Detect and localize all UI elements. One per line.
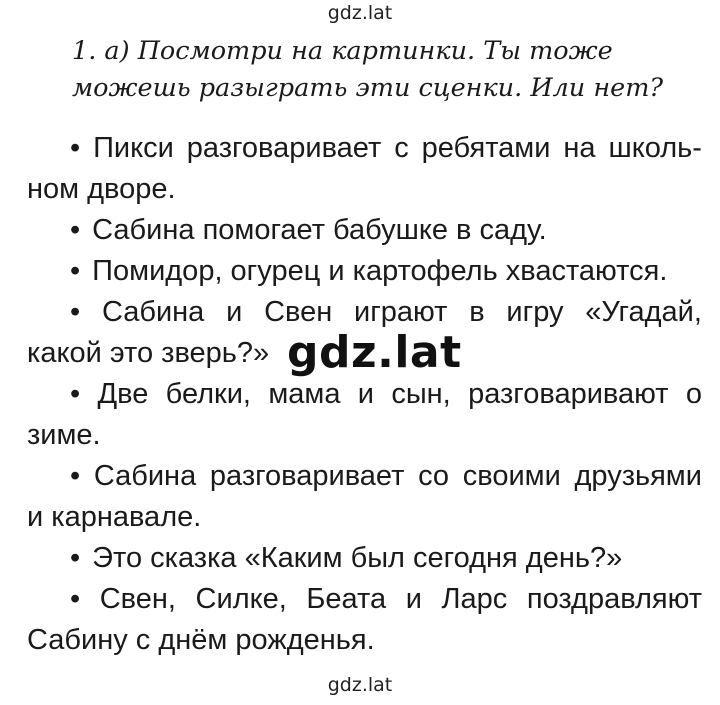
- list-item-text: Сабина помогает бабушке в саду.: [92, 214, 547, 246]
- word: Сабина: [101, 296, 205, 328]
- word: разговаривает: [209, 460, 405, 492]
- list-item-text: Помидор, огурец и картофель хвастаются.: [92, 255, 668, 287]
- bullet-icon: •: [70, 214, 81, 246]
- word: разговаривает: [186, 132, 382, 164]
- word: играют: [354, 296, 448, 328]
- watermark-bottom: gdz.lat: [327, 674, 393, 696]
- word: и: [226, 296, 243, 328]
- bullet-icon: •: [70, 132, 81, 164]
- list-item: [0, 456, 720, 538]
- list-item-line: [70, 374, 702, 415]
- list-item-text: зиме.: [27, 419, 101, 451]
- word: в: [469, 296, 485, 328]
- word: ребятами: [421, 132, 551, 164]
- word: со: [418, 460, 450, 492]
- list-item-line: [70, 456, 702, 497]
- list-item: [0, 374, 720, 456]
- word: и: [357, 378, 374, 410]
- list-item-continuation: [27, 169, 697, 210]
- watermark-top: gdz.lat: [327, 2, 393, 24]
- list-item: [0, 128, 720, 210]
- bullet-icon: •: [70, 583, 81, 615]
- scene-list: [0, 128, 720, 661]
- task-heading-line-1: 1. а) Посмотри на картинки. Ты тоже: [72, 36, 613, 66]
- task-heading-line-2: можешь разыграть эти сценки. Или нет?: [72, 73, 664, 103]
- bullet-icon: •: [70, 296, 81, 328]
- word: поздравляют: [526, 583, 702, 615]
- list-item-line: [70, 538, 702, 579]
- bullet-icon: •: [70, 378, 81, 410]
- word: игру: [506, 296, 564, 328]
- list-item: [0, 251, 720, 292]
- list-item: [0, 538, 720, 579]
- word: Две: [97, 378, 149, 410]
- word: на: [563, 132, 596, 164]
- word: сын,: [391, 378, 451, 410]
- word: школь-: [608, 132, 702, 164]
- list-item: [0, 579, 720, 661]
- list-item-text: и карнавале.: [27, 501, 202, 533]
- word: с: [394, 132, 409, 164]
- word: «Угадай,: [585, 296, 702, 328]
- list-item-text: какой это зверь?»: [27, 337, 270, 369]
- word: Силке,: [195, 583, 287, 615]
- word: мама: [268, 378, 341, 410]
- task-heading: [72, 33, 702, 107]
- word: и: [405, 583, 422, 615]
- bullet-icon: •: [70, 255, 81, 287]
- word: Беата: [306, 583, 387, 615]
- word: Свен,: [99, 583, 176, 615]
- list-item-line: [70, 579, 702, 620]
- list-item-continuation: [27, 620, 697, 661]
- word: разговаривают: [468, 378, 669, 410]
- word: Ларс: [441, 583, 508, 615]
- list-item-text: ном дворе.: [27, 173, 176, 205]
- word: Свен: [264, 296, 333, 328]
- bullet-icon: •: [70, 460, 81, 492]
- word: белки,: [165, 378, 251, 410]
- list-item-text: Сабину с днём рожденья.: [27, 624, 375, 656]
- word: своими: [462, 460, 561, 492]
- watermark-center: gdz.lat: [287, 327, 462, 378]
- list-item-text: Это сказка «Каким был сегодня день?»: [92, 542, 623, 574]
- word: Сабина: [93, 460, 197, 492]
- list-item-continuation: [27, 415, 697, 456]
- bullet-icon: •: [70, 542, 81, 574]
- list-item-line: [70, 128, 702, 169]
- word: Пикси: [93, 132, 174, 164]
- list-item-line: [70, 210, 702, 251]
- list-item-continuation: [27, 497, 697, 538]
- word: друзьями: [574, 460, 702, 492]
- list-item-line: [70, 251, 702, 292]
- list-item: [0, 210, 720, 251]
- word: о: [685, 378, 702, 410]
